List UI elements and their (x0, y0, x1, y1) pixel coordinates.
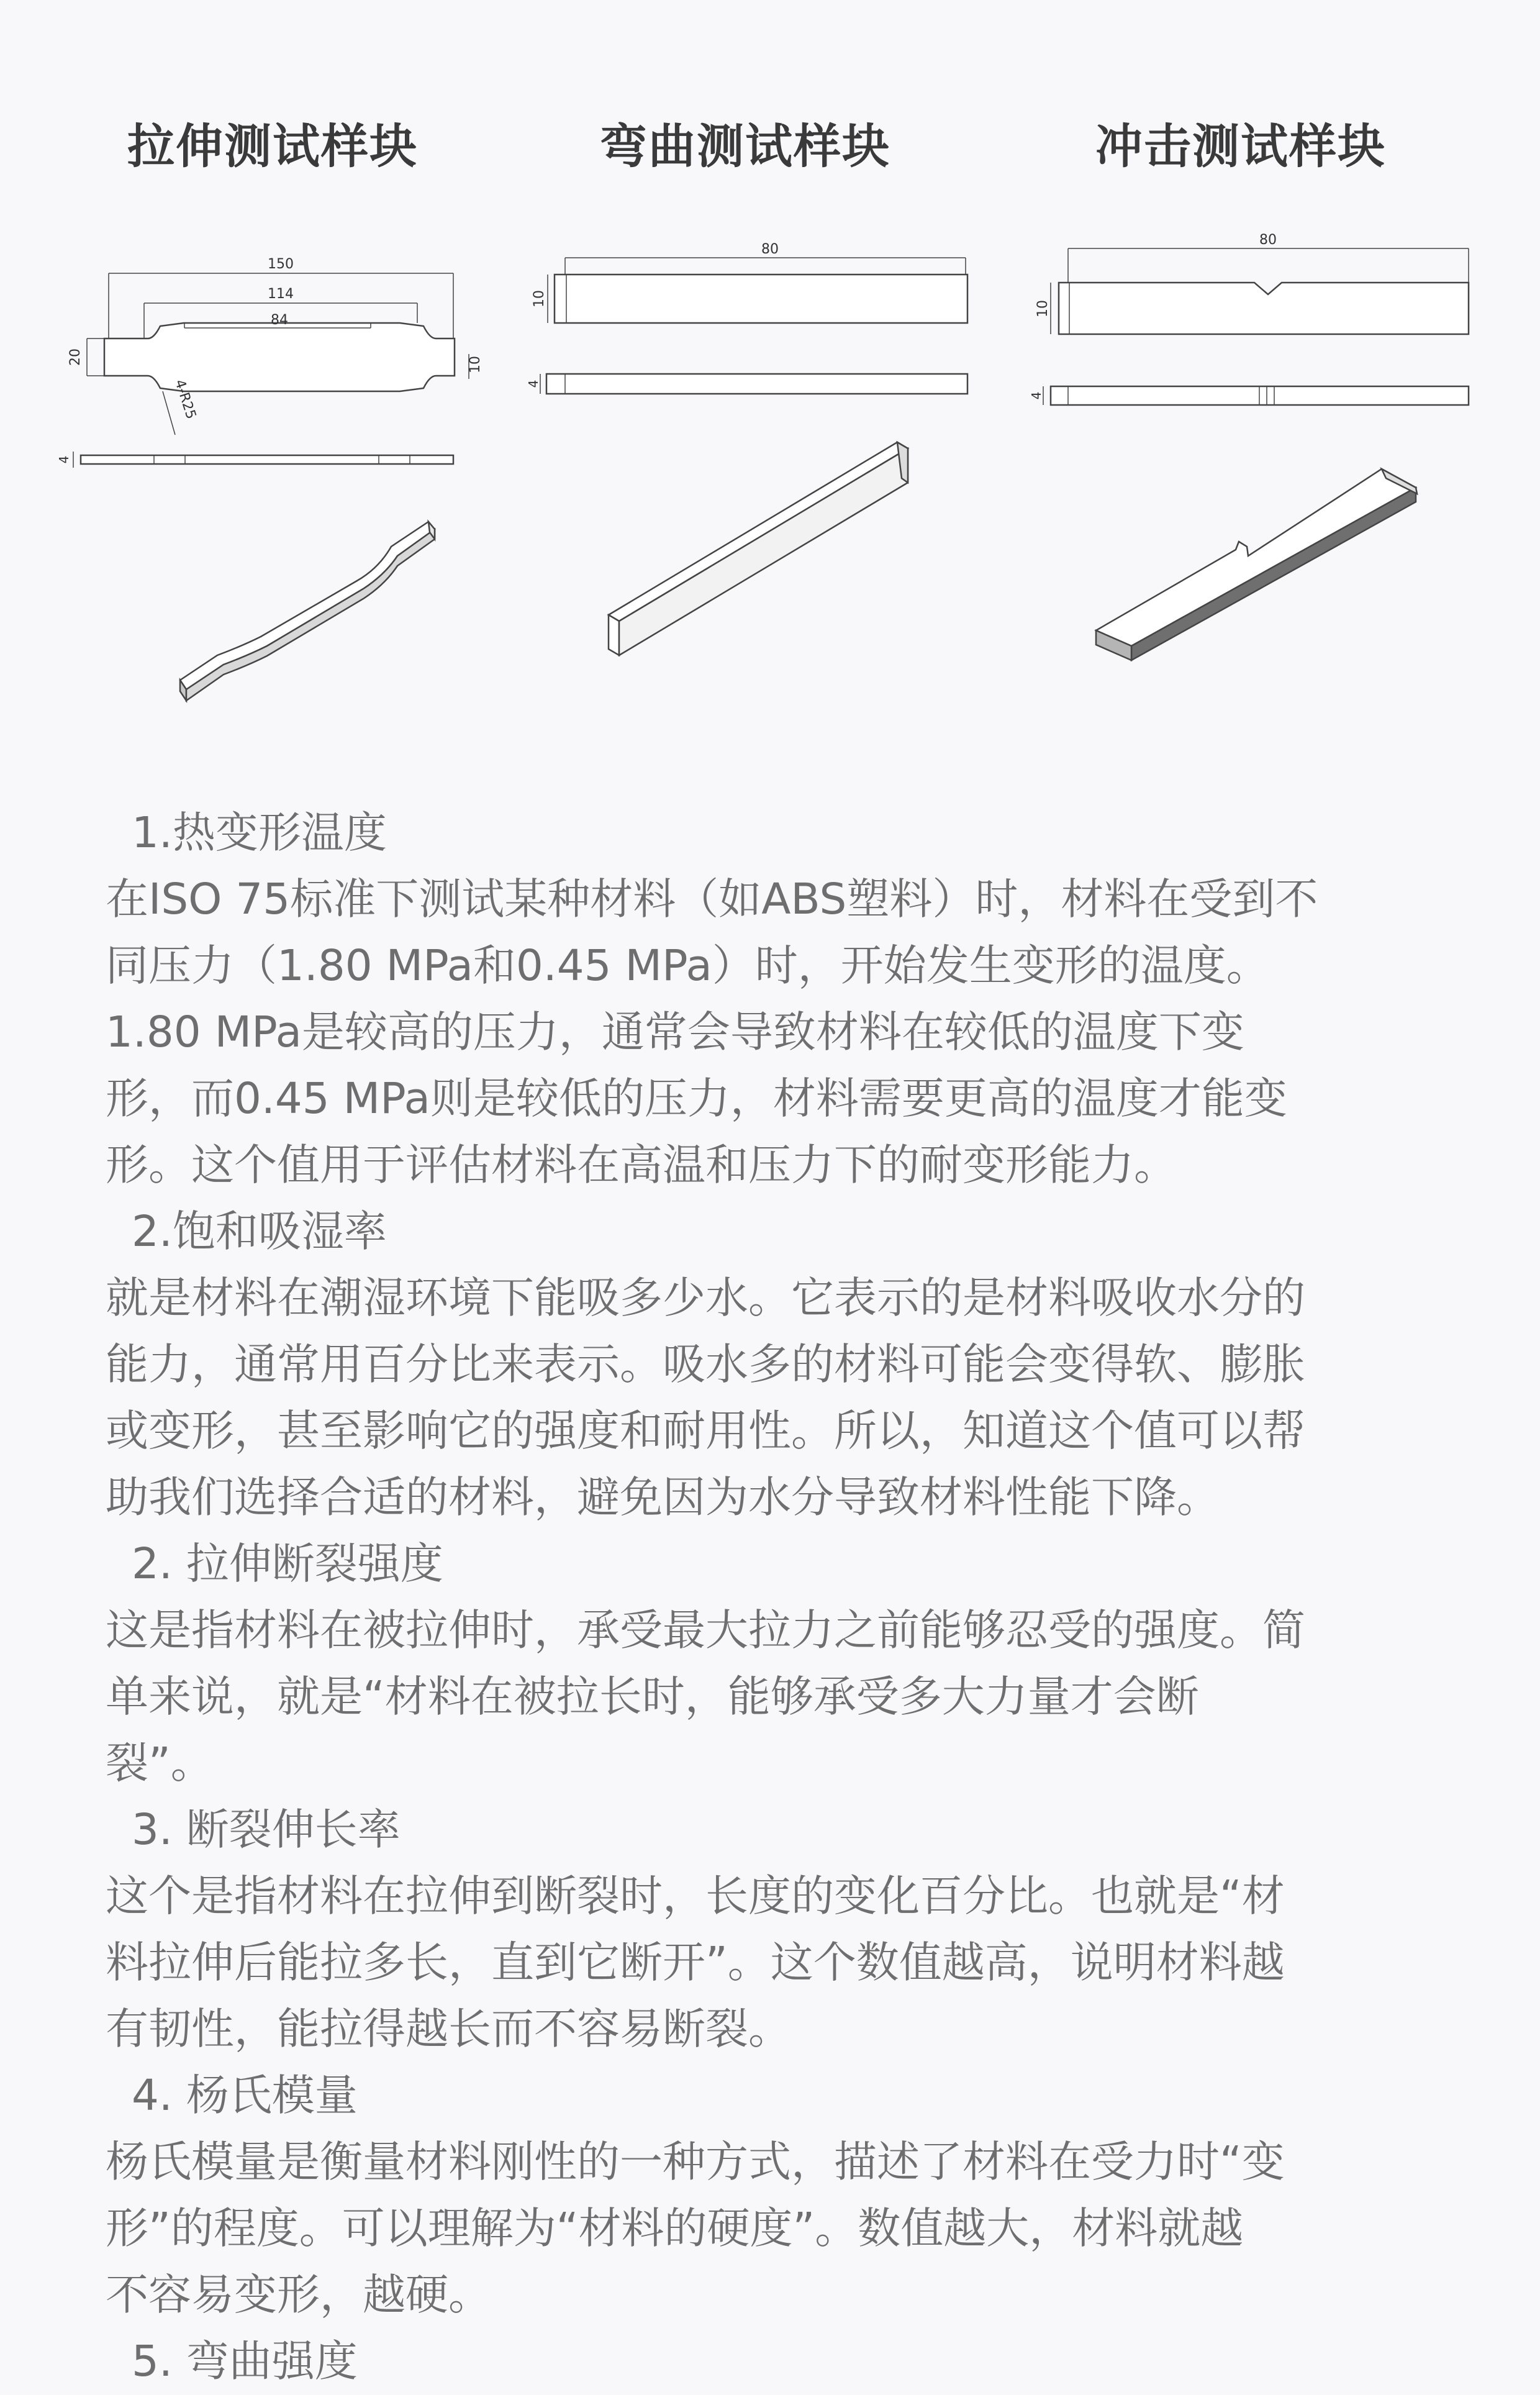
body-line: 单来说，就是“材料在被拉长时，能够承受多大力量才会断 (106, 1672, 1199, 1722)
tensile-specimen-title: 拉伸测试样块 (127, 119, 418, 174)
specimen-drawings (0, 0, 1540, 745)
body-line: 或变形，甚至影响它的强度和耐用性。所以，知道这个值可以帮 (106, 1406, 1305, 1456)
body-line: 形，而0.45 MPa则是较低的压力，材料需要更高的温度才能变 (106, 1074, 1287, 1124)
body-line: 这是指材料在被拉伸时，承受最大拉力之前能够忍受的强度。简 (106, 1606, 1305, 1655)
body-line: 料拉伸后能拉多长，直到它断开”。这个数值越高，说明材料越 (106, 1938, 1285, 1988)
section-heading: 2.饱和吸湿率 (132, 1207, 387, 1257)
dim-label-thickness: 4 (57, 455, 71, 464)
impact-dim-label-length: 80 (1259, 232, 1277, 248)
tensile-specimen-drawing (73, 273, 469, 701)
dim-label-20: 20 (68, 348, 83, 366)
section-heading: 4. 杨氏模量 (132, 2071, 358, 2120)
impact-dim-label-thickness: 4 (1029, 391, 1044, 400)
dim-label-10: 10 (468, 356, 483, 373)
bending-front-view (555, 275, 967, 323)
body-line: 形”的程度。可以理解为“材料的硬度”。数值越大，材料就越 (106, 2204, 1244, 2253)
tensile-side-view (81, 455, 453, 464)
bending-iso-front (609, 615, 619, 655)
bending-dim-label-thickness: 4 (526, 379, 541, 388)
impact-specimen-drawing (1043, 248, 1469, 660)
bending-iso-top (609, 442, 908, 621)
section-heading: 2. 拉伸断裂强度 (132, 1539, 443, 1589)
body-line: 有韧性，能拉得越长而不容易断裂。 (106, 2004, 791, 2054)
bending-dim-label-length: 80 (761, 242, 779, 257)
body-line: 能力，通常用百分比来表示。吸水多的材料可能会变得软、膨胀 (106, 1340, 1305, 1389)
bending-dim-label-height: 10 (532, 290, 547, 307)
dim-label-114: 114 (268, 286, 294, 302)
section-heading: 5. 弯曲强度 (132, 2337, 358, 2386)
bending-side-view (546, 374, 967, 394)
article-body (106, 800, 1441, 2395)
body-line: 助我们选择合适的材料，避免因为水分导致材料性能下降。 (106, 1473, 1220, 1522)
bending-specimen-title: 弯曲测试样块 (600, 119, 890, 174)
section-heading: 1.热变形温度 (132, 808, 387, 858)
body-line: 杨氏模量是衡量材料刚性的一种方式，描述了材料在受力时“变 (106, 2137, 1285, 2187)
dim-label-radius: 4-R25 (171, 378, 199, 421)
dim-label-150: 150 (268, 257, 294, 272)
dim-label-84: 84 (271, 312, 288, 328)
bending-iso-side (619, 448, 908, 655)
body-line: 不容易变形，越硬。 (106, 2270, 491, 2320)
tensile-outline (104, 323, 455, 391)
body-line: 形。这个值用于评估材料在高温和压力下的耐变形能力。 (106, 1140, 1177, 1190)
tensile-iso-top (180, 522, 435, 689)
impact-dim-label-height: 10 (1035, 300, 1051, 317)
impact-specimen-title: 冲击测试样块 (1095, 119, 1386, 174)
radius-leader (163, 391, 175, 435)
body-line: 就是材料在潮湿环境下能吸多少水。它表示的是材料吸收水分的 (106, 1273, 1305, 1323)
body-line: 裂”。 (106, 1738, 214, 1788)
impact-front-view (1059, 283, 1469, 334)
section-heading: 3. 断裂伸长率 (132, 1805, 401, 1855)
body-line: 1.80 MPa是较高的压力，通常会导致材料在较低的温度下变 (106, 1007, 1244, 1057)
body-line: 在ISO 75标准下测试某种材料（如ABS塑料）时，材料在受到不 (106, 875, 1318, 924)
body-line: 这个是指材料在拉伸到断裂时，长度的变化百分比。也就是“材 (106, 1871, 1285, 1921)
impact-iso-top (1096, 469, 1416, 646)
bending-specimen-drawing (540, 258, 967, 655)
body-line: 同压力（1.80 MPa和0.45 MPa）时，开始发生变形的温度。 (106, 941, 1269, 991)
impact-iso-side (1131, 488, 1416, 660)
